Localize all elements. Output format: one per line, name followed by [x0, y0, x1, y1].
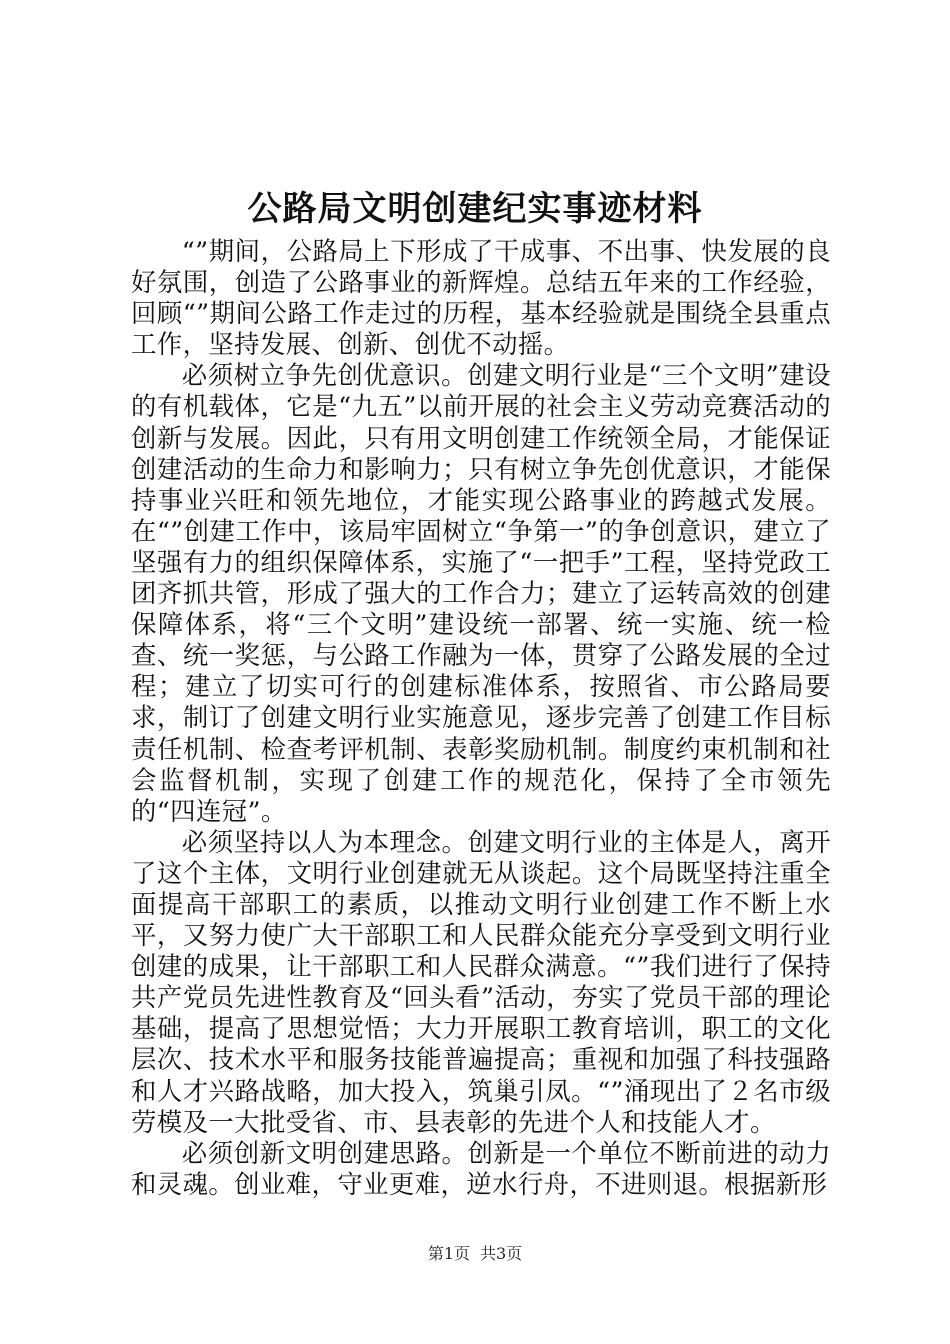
body-paragraph: “”期间，公路局上下形成了干成事、不出事、快发展的良好氛围，创造了公路事业的新辉煌。总结五年来的工作经验，回顾“”期间公路工作走过的历程，基本经验就是围绕全县重点工作，坚持发展、创新、创优不动摇。	[131, 236, 831, 360]
body-paragraph: 必须树立争先创优意识。创建文明行业是“三个文明”建设的有机载体，它是“九五”以前开展的社会主义劳动竞赛活动的创新与发展。因此，只有用文明创建工作统领全局，才能保证创建活动的生命力和影响力；只有树立争先创优意识，才能保持事业兴旺和领先地位，才能实现公路事业的跨越式发展。在“”创建工作中，该局牢固树立“争第一”的争创意识，建立了坚强有力的组织保障体系，实施了“一把手”工程，坚持党政工团齐抓共管，形成了强大的工作合力；建立了运转高效的创建保障体系，将“三个文明”建设统一部署、统一实施、统一检查、统一奖惩，与公路工作融为一体，贯穿了公路发展的全过程；建立了切实可行的创建标准体系，按照省、市公路局要求，制订了创建文明行业实施意见，逐步完善了创建工作目标责任机制、检查考评机制、表彰奖励机制。制度约束机制和社会监督机制，实现了创建工作的规范化，保持了全市领先的“四连冠”。	[131, 360, 831, 826]
document-title: 公路局文明创建纪实事迹材料	[247, 189, 703, 229]
document-body	[131, 236, 831, 1200]
page-number-total: 共3页	[480, 1244, 523, 1263]
page-number-current: 第1页	[427, 1244, 470, 1263]
body-paragraph: 必须创新文明创建思路。创新是一个单位不断前进的动力和灵魂。创业难，守业更难，逆水行舟，不进则退。根据新形	[131, 1137, 831, 1199]
body-paragraph: 必须坚持以人为本理念。创建文明行业的主体是人，离开了这个主体，文明行业创建就无从谈起。这个局既坚持注重全面提高干部职工的素质，以推动文明行业创建工作不断上水平，又努力使广大干部职工和人民群众能充分享受到文明行业创建的成果，让干部职工和人民群众满意。“”我们进行了保持共产党员先进性教育及“回头看”活动，夯实了党员干部的理论基础，提高了思想觉悟；大力开展职工教育培训，职工的文化层次、技术水平和服务技能普遍提高；重视和加强了科技强路和人才兴路战略，加大投入，筑巢引凤。“”涌现出了２名市级劳模及一大批受省、市、县表彰的先进个人和技能人才。	[131, 826, 831, 1137]
page-footer	[0, 1243, 950, 1265]
